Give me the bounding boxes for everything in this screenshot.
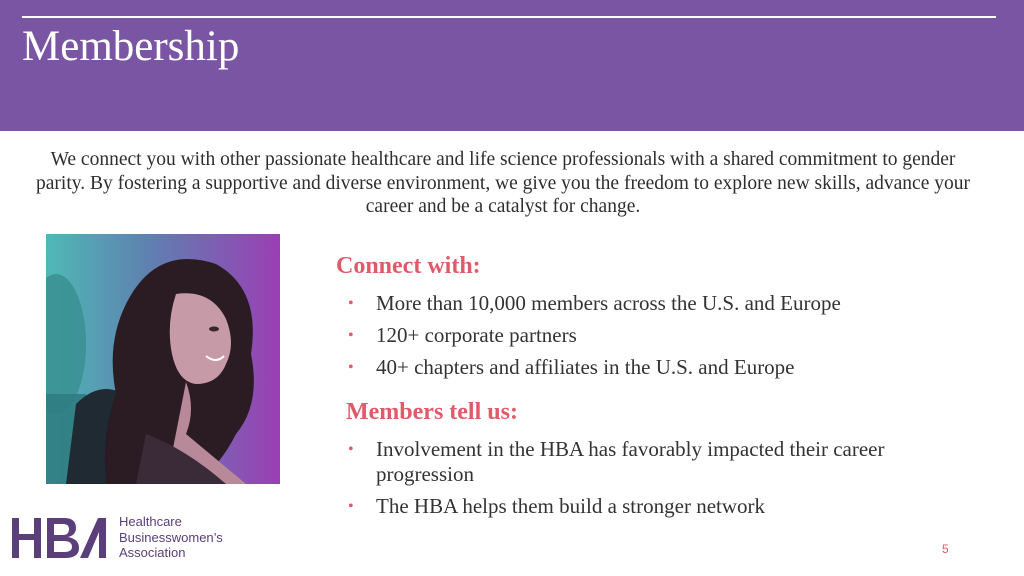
hba-logo-mark bbox=[10, 514, 110, 560]
list-item bbox=[346, 494, 986, 519]
bullet-icon: • bbox=[348, 295, 354, 312]
bullet-icon: • bbox=[348, 441, 354, 458]
header-divider bbox=[22, 16, 996, 18]
slide-header bbox=[0, 0, 1024, 131]
hba-logo bbox=[10, 514, 240, 564]
list-item bbox=[346, 291, 986, 316]
list-item bbox=[346, 323, 986, 348]
members-list bbox=[346, 437, 986, 526]
page-number: 5 bbox=[942, 542, 949, 556]
bullet-icon: • bbox=[348, 498, 354, 515]
slide-title: Membership bbox=[22, 23, 240, 70]
list-item-text: 120+ corporate partners bbox=[376, 323, 577, 347]
bullet-icon: • bbox=[348, 359, 354, 376]
list-item-text: 40+ chapters and affiliates in the U.S. and Europe bbox=[376, 355, 795, 379]
connect-heading: Connect with: bbox=[336, 253, 481, 279]
list-item-text: Involvement in the HBA has favorably impacted their career progression bbox=[376, 437, 885, 486]
intro-paragraph: We connect you with other passionate healthcare and life science professionals with a shared commitment to gender parity. By fostering a supportive and diverse environment, we give you the freedom to explore new skills, advance your career and be a catalyst for change. bbox=[36, 149, 970, 217]
logo-line: Businesswomen’s bbox=[119, 529, 223, 545]
members-heading: Members tell us: bbox=[346, 399, 518, 425]
list-item bbox=[346, 437, 986, 487]
member-photo bbox=[46, 234, 280, 484]
list-item-text: More than 10,000 members across the U.S. and Europe bbox=[376, 291, 841, 315]
logo-line: Healthcare bbox=[119, 514, 182, 529]
list-item-text: The HBA helps them build a stronger network bbox=[376, 494, 766, 518]
list-item bbox=[346, 355, 986, 380]
logo-line: Association bbox=[119, 545, 186, 560]
connect-list bbox=[346, 291, 986, 387]
logo-wordmark bbox=[119, 514, 223, 561]
bullet-icon: • bbox=[348, 327, 354, 344]
